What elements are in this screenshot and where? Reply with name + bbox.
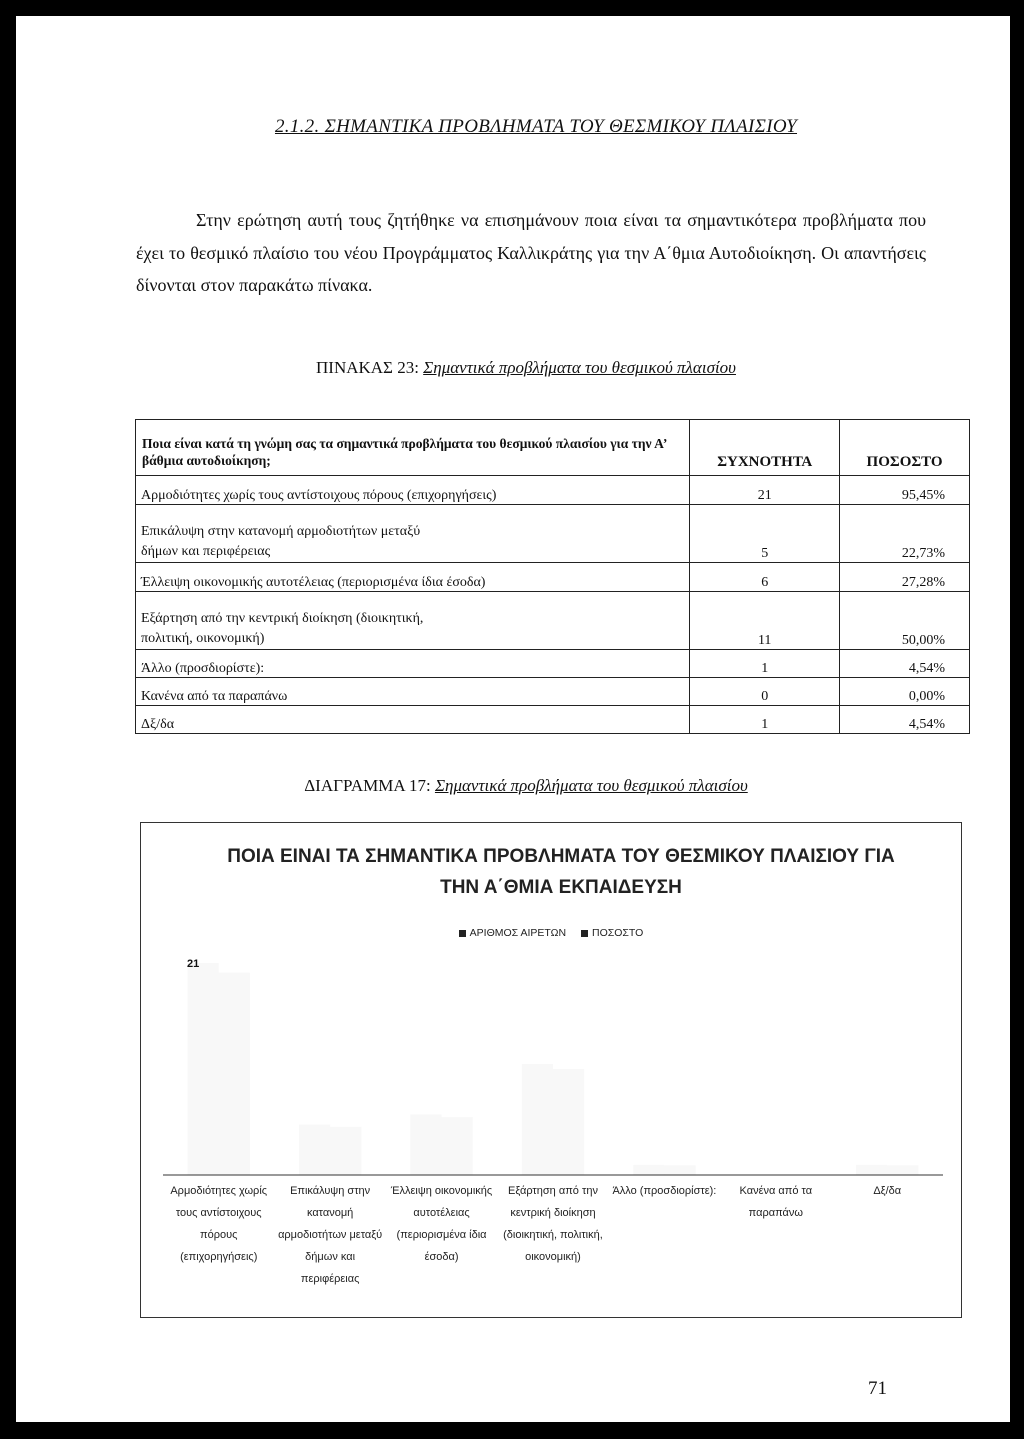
x-tick-label: Κανένα από τα παραπάνω <box>739 1185 813 1219</box>
frequency-header: ΣΥΧΝΟΤΗΤΑ <box>690 420 840 476</box>
row-label: Εξάρτηση από την κεντρική διοίκηση (διοικητική, πολιτική, οικονομική) <box>136 592 690 650</box>
table-header-row <box>136 420 970 476</box>
bar-percent <box>553 1069 584 1175</box>
row-frequency: 6 <box>690 563 840 592</box>
row-percent: 4,54% <box>840 650 970 678</box>
table-caption <box>116 358 936 378</box>
row-label: Δξ/δα <box>136 706 690 734</box>
row-frequency: 21 <box>690 476 840 505</box>
row-label: Αρμοδιότητες χωρίς τους αντίστοιχους πόρους (επιχορηγήσεις) <box>136 476 690 505</box>
chart-title: ΠΟΙΑ ΕΙΝΑΙ ΤΑ ΣΗΜΑΝΤΙΚΑ ΠΡΟΒΛΗΜΑΤΑ ΤΟΥ ΘΕΣΜΙΚΟΥ ΠΛΑΙΣΙΟΥ ΓΙΑ ΤΗΝ Α΄ΘΜΙΑ ΕΚΠΑΙΔΕΥΣΗ <box>227 846 895 898</box>
row-frequency: 1 <box>690 650 840 678</box>
chart-caption <box>116 776 936 796</box>
table-caption-prefix: ΠΙΝΑΚΑΣ 23: <box>316 358 424 377</box>
table-row <box>136 476 970 505</box>
x-tick-label: Εξάρτηση από την κεντρική διοίκηση (διοικητική, πολιτική, οικονομική) <box>503 1185 603 1263</box>
bar-count <box>633 1165 664 1175</box>
table-row <box>136 678 970 706</box>
intro-text: Στην ερώτηση αυτή τους ζητήθηκε να επισημάνουν ποια είναι τα σημαντικότερα προβλήματα που έχει το θεσμικό πλαίσιο του νέου Προγράμματος Καλλικράτης για την Α΄θμια Αυτοδιοίκηση. Οι απαντήσεις δίνονται στον παρακάτω πίνακα. <box>136 210 926 295</box>
bar-count <box>522 1064 553 1175</box>
x-tick-label: Επικάλυψη στην κατανομή αρμοδιοτήτων μεταξύ δήμων και περιφέρειας <box>278 1185 383 1285</box>
bar-count <box>856 1165 887 1175</box>
section-heading: 2.1.2. ΣΗΜΑΝΤΙΚΑ ΠΡΟΒΛΗΜΑΤΑ ΤΟΥ ΘΕΣΜΙΚΟΥ ΠΛΑΙΣΙΟΥ <box>274 116 798 137</box>
row-label: Άλλο (προσδιορίστε): <box>136 650 690 678</box>
x-tick-label: Έλλειψη οικονομικής αυτοτέλειας (περιορισμένα ίδια έσοδα) <box>390 1185 493 1263</box>
table-caption-title: Σημαντικά προβλήματα του θεσμικού πλαισίου <box>423 358 736 377</box>
x-tick-label: Δξ/δα <box>873 1185 902 1197</box>
document-page <box>16 16 1010 1422</box>
x-axis-labels <box>163 1180 943 1290</box>
question-header: Ποια είναι κατά τη γνώμη σας τα σημαντικά προβλήματα του θεσμικού πλαισίου για την Α’ βάθμια αυτοδιοίκηση; <box>136 420 690 476</box>
bar-count <box>188 963 219 1175</box>
row-percent: 95,45% <box>840 476 970 505</box>
intro-paragraph <box>136 204 926 302</box>
row-label: Κανένα από τα παραπάνω <box>136 678 690 706</box>
row-frequency: 11 <box>690 592 840 650</box>
bar-chart <box>140 822 962 1318</box>
table-row <box>136 563 970 592</box>
bar-percent <box>330 1127 361 1175</box>
row-frequency: 1 <box>690 706 840 734</box>
chart-caption-prefix: ΔΙΑΓΡΑΜΜΑ 17: <box>304 776 435 795</box>
bar-count <box>410 1114 441 1175</box>
row-frequency: 5 <box>690 505 840 563</box>
table-row <box>136 505 970 563</box>
bar-percent <box>664 1165 695 1175</box>
row-percent: 22,73% <box>840 505 970 563</box>
chart-caption-title: Σημαντικά προβλήματα του θεσμικού πλαισίου <box>434 776 748 795</box>
row-percent: 50,00% <box>840 592 970 650</box>
row-percent: 27,28% <box>840 563 970 592</box>
table-row <box>136 592 970 650</box>
x-tick-label: Αρμοδιότητες χωρίς τους αντίστοιχους πόρους (επιχορηγήσεις) <box>170 1185 268 1263</box>
bar-percent <box>887 1165 918 1175</box>
row-label: Επικάλυψη στην κατανομή αρμοδιοτήτων μεταξύ δήμων και περιφέρειας <box>136 505 690 563</box>
page-number: 71 <box>868 1378 887 1399</box>
row-percent: 0,00% <box>840 678 970 706</box>
legend-label: ΑΡΙΘΜΟΣ ΑΙΡΕΤΩΝ <box>469 927 567 939</box>
row-percent: 4,54% <box>840 706 970 734</box>
percent-header: ΠΟΣΟΣΤΟ <box>840 420 970 476</box>
x-tick-label: Άλλο (προσδιορίστε): <box>612 1185 717 1197</box>
bar-percent <box>442 1117 473 1175</box>
legend-label: ΠΟΣΟΣΤΟ <box>592 927 644 939</box>
bar-count <box>299 1125 330 1175</box>
row-frequency: 0 <box>690 678 840 706</box>
table-row <box>136 650 970 678</box>
problems-table <box>135 419 970 734</box>
data-label: 21 <box>187 958 200 970</box>
row-label: Έλλειψη οικονομικής αυτοτέλειας (περιορισμένα ίδια έσοδα) <box>136 563 690 592</box>
table-row <box>136 706 970 734</box>
bar-percent <box>219 973 250 1175</box>
